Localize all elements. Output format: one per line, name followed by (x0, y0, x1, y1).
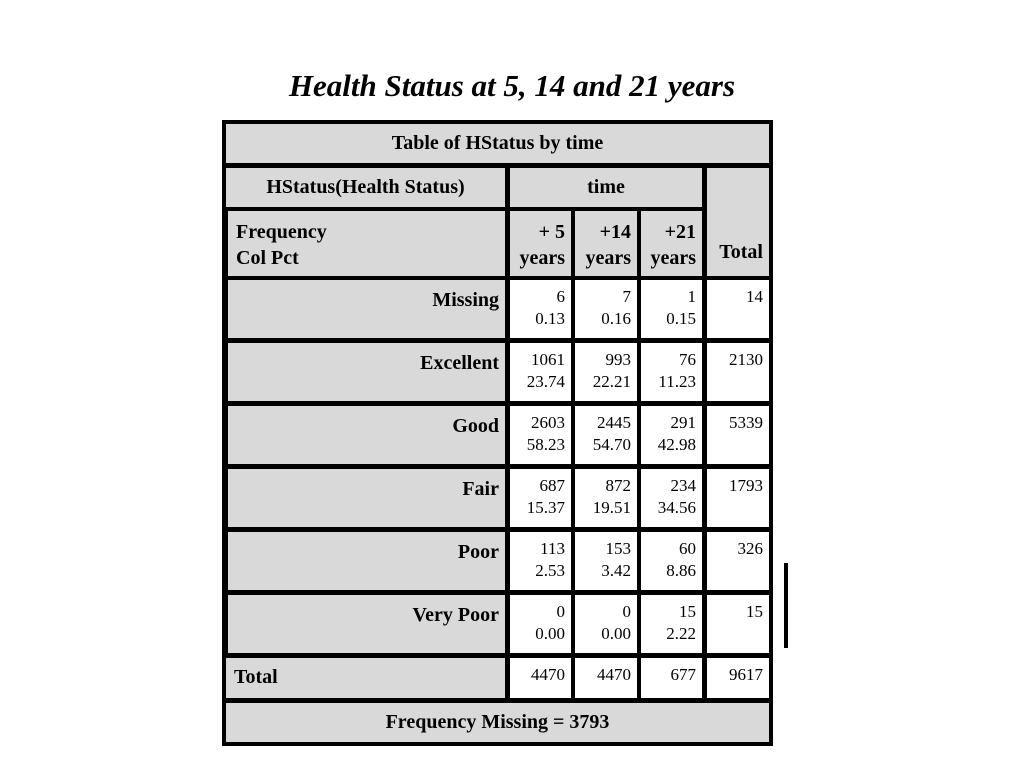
row-total-cell: 1793 (707, 469, 769, 527)
row-variable-header: HStatus(Health Status) (226, 168, 505, 207)
table-cell: 872 19.51 (575, 469, 637, 527)
total-row-label: Total (226, 658, 505, 698)
row-label-excellent: Excellent (228, 343, 505, 401)
table-cell: 291 42.98 (641, 406, 702, 464)
table-cell: 234 34.56 (641, 469, 702, 527)
table-cell: 993 22.21 (575, 343, 637, 401)
row-total-cell: 14 (707, 280, 769, 338)
table-cell: 60 8.86 (641, 532, 702, 590)
row-total-cell: 5339 (707, 406, 769, 464)
column-header-21-years: +21 years (641, 211, 702, 276)
row-total-cell: 2130 (707, 343, 769, 401)
table-caption: Table of HStatus by time (226, 124, 769, 163)
total-column-header: Total (707, 168, 769, 276)
table-cell: 15 2.22 (641, 595, 702, 653)
table-cell: 1 0.15 (641, 280, 702, 338)
frequency-missing-footer: Frequency Missing = 3793 (226, 703, 769, 742)
frequency-label: Frequency (236, 221, 327, 243)
table-cell: 0 0.00 (575, 595, 637, 653)
row-label-very-poor: Very Poor (228, 595, 505, 653)
table-cell: 7 0.16 (575, 280, 637, 338)
column-header-5-years: + 5 years (510, 211, 571, 276)
column-variable-header: time (510, 168, 702, 207)
table-cell: 6 0.13 (510, 280, 571, 338)
table-cell: 2603 58.23 (510, 406, 571, 464)
column-total-cell: 4470 (575, 658, 637, 698)
column-total-cell: 4470 (510, 658, 571, 698)
row-label-fair: Fair (228, 469, 505, 527)
table-cell: 687 15.37 (510, 469, 571, 527)
row-label-missing: Missing (228, 280, 505, 338)
table-cell: 153 3.42 (575, 532, 637, 590)
table-cell: 1061 23.74 (510, 343, 571, 401)
grand-total-cell: 9617 (707, 658, 769, 698)
table-cell: 113 2.53 (510, 532, 571, 590)
row-total-cell: 326 (707, 532, 769, 590)
table-cell: 76 11.23 (641, 343, 702, 401)
row-total-cell: 15 (707, 595, 769, 653)
table-cell: 2445 54.70 (575, 406, 637, 464)
page-title: Health Status at 5, 14 and 21 years (288, 68, 736, 103)
row-label-poor: Poor (228, 532, 505, 590)
column-header-14-years: +14 years (575, 211, 637, 276)
frequency-table (222, 120, 773, 746)
col-pct-label: Col Pct (236, 247, 299, 269)
vertical-rule (784, 563, 788, 648)
table-cell: 0 0.00 (510, 595, 571, 653)
column-total-cell: 677 (641, 658, 702, 698)
statistics-legend (228, 211, 505, 276)
row-label-good: Good (228, 406, 505, 464)
